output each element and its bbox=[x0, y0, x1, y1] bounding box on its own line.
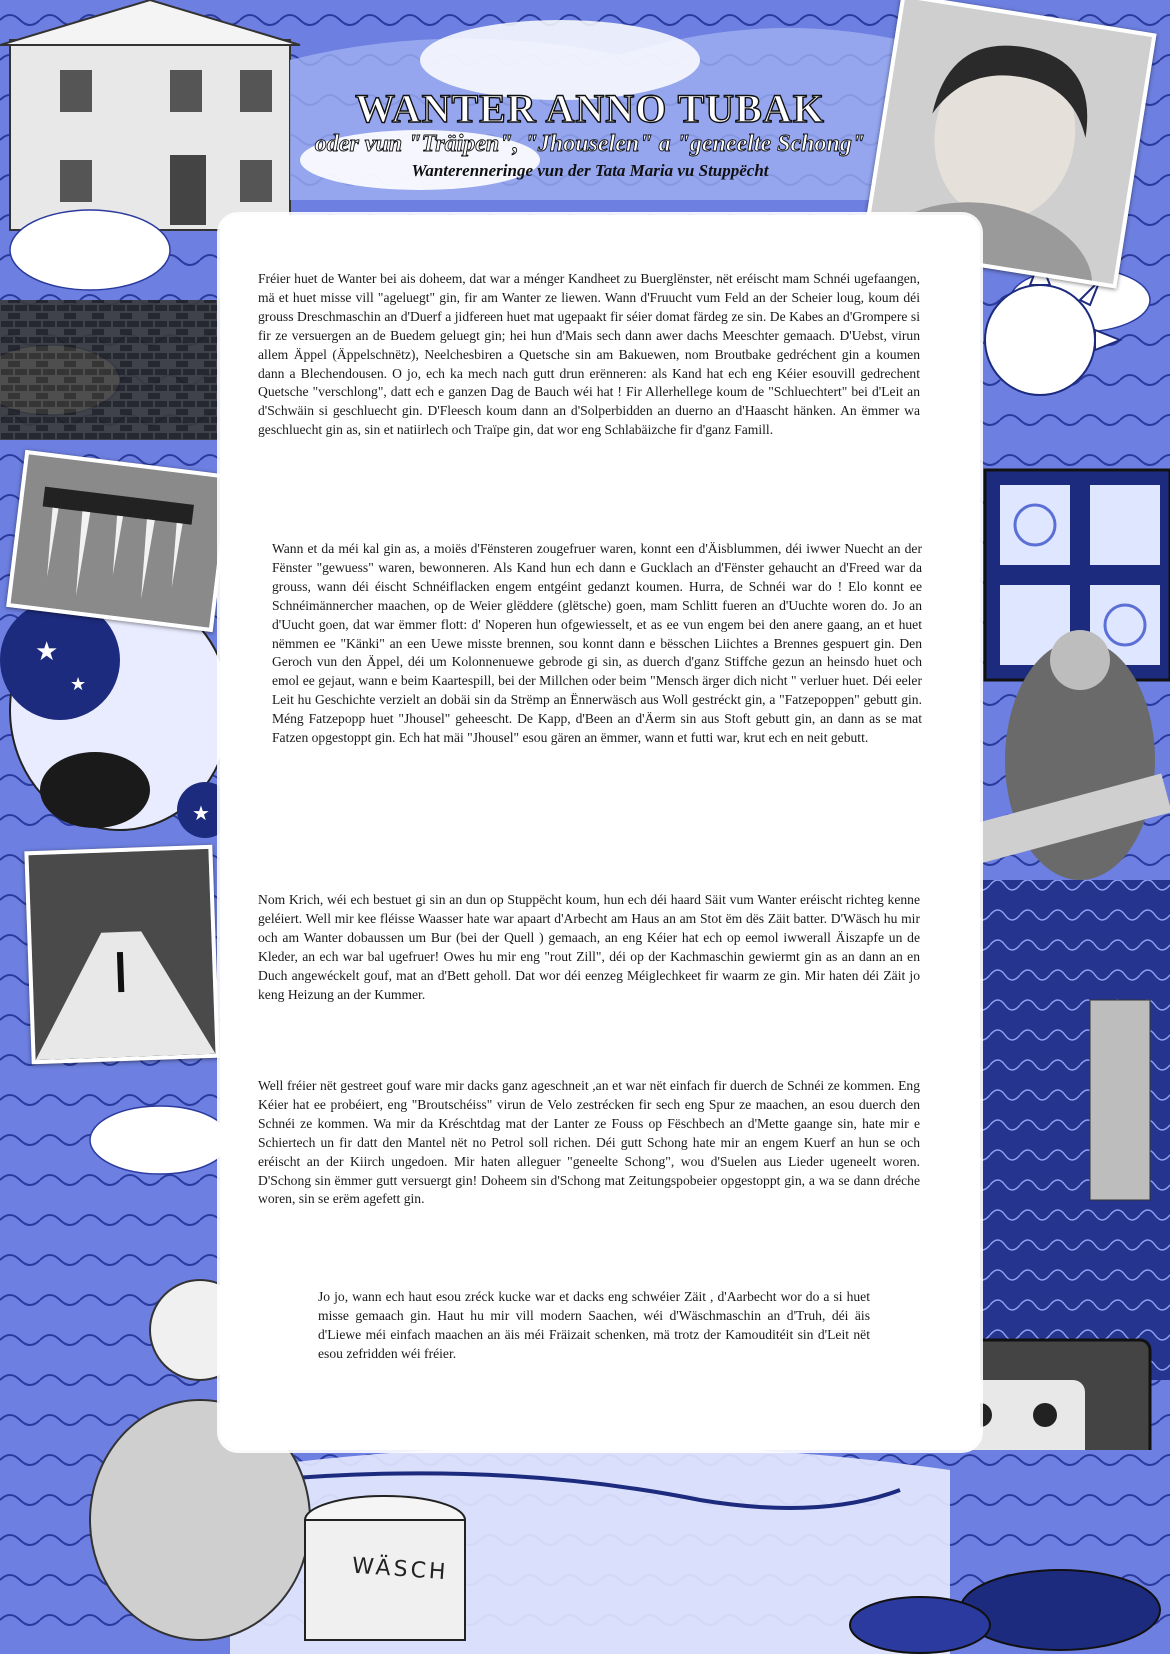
winter-photo-icicles bbox=[6, 450, 232, 632]
byline: Wanterenneringe vun der Tata Maria vu Stuppëcht bbox=[411, 161, 769, 180]
paragraph: Fréier huet de Wanter bei ais doheem, dat war a ménger Kandheet zu Buerglënster, nët eréischt mam Schnéi ugefaangen, mä et huet misse vill "ageluegt" gin, fir am Wanter ze liewen. Wann d'Fruucht vum Feld an der Scheier loug, koum déi grouss Dreschmaschin an d'Duerf a jidfereen huet mat ugepaakt fir séier domat färdeg ze sin. De Kabes an d'Grompere si fir ze versuergen an de Buedem geluegt gin; hei hun d'Mais sech dann awer dachs Meeschter gemaach. D'Uebst, virun allem Äppel (Äppelschnëtz), Neelchesbiren a Quetsche sin am Bakuewen, nom Broutbake gedréchent gin a koumen dann a Blechendousen. O jo, ech ka mech nach gutt drun erënneren: als Kand hat ech eng Kéier esouvill gedrechent Quetsche "verschlong", datt ech e ganzen Dag de Bauch wéi hat ! Fir Allerhellege koum de "Schluechtert" bei d'Leit an d'Schwäin si geschluecht gin. D'Fleesch koum dann an d'Solperbidden an duerno an d'Haascht hänken. An ëmmer wa geschluecht gin as, sin et natiirlech och Traïpe gin, dat wor eng Schlabäizche fir d'ganz Famill. bbox=[258, 271, 920, 438]
svg-text:★: ★ bbox=[192, 803, 210, 825]
wash-pot-label: WÄSCH bbox=[351, 1553, 450, 1586]
paragraph: Wann et da méi kal gin as, a moiës d'Fënsteren zougefruer waren, konnt een d'Äisblummen, déi iwwer Nuecht an der Fënster "gewuess" waren, bewonneren. Als Kand hun ech dann e Gucklach an d'Fënster gehaucht an d'Freed war da grouss, wann déi éischt Schnéiflacken engem entgéint gedanzt koumen. Hurra, de Schnéi war do ! Elo konnt ee Schnéimännercher maachen, op de Weier glëddere (glëtsche) goen, mam Schlitt fueren an d'Uuchte woren do. Jo an d'Uucht goen, dat war ëmmer flott: d' Noperen hun ofgewiesselt, et as ee vun engem bei den anere gaang, an et huet nëmmen ee "Känki" an een Uewe misste brennen, sou konnt dann e bësschen Liichtes a Brennes gespuert gin. Den Geroch vun den Äppel, déi um Kolonnenuewe gebrode gi sin, as duerch d'ganz Stiffche gezun an heinsdo huet och emol ee gejaut, wann e beim Kaartespill, bei der Millchen oder beim "Mensch ärger dich nicht " verluer huet. Déi eeler Leit hu Geschichte verzielt an dobäi sin da Strëmp an Ënnerwäsch aus Woll gestréckt gin, a "Fatzepoppen" gebutt gin. Méng Fatzepopp huet "Jhousel" geheescht. De Kapp, d'Been an d'Äerm sin aus Stoft gebutt gin, an dann as se mat Fatzen opgestoppt gin. Ech hat mäi "Jhousel" esou gären an ëmmer, wann et futti war, krut ech en neit gebutt. bbox=[272, 541, 922, 746]
winter-photo-snowy-road bbox=[24, 845, 219, 1064]
header bbox=[310, 86, 870, 182]
svg-text:★: ★ bbox=[35, 637, 59, 666]
paragraph: Jo jo, wann ech haut esou zréck kucke war et dacks eng schwéier Zäit , d'Aarbecht wor do a si huet misse gemaach gin. Haut hu mir vill modern Saachen, wéi d'Wäschmaschin an d'Truh, déi äis d'Liewe méi einfach maachen an äis méi Fräizait schenken, mä trotz der Kamouditéit sin d'Leit nët esou zefridden wéi fréier. bbox=[318, 1289, 870, 1361]
house-illustration bbox=[0, 0, 300, 230]
page-title: WANTER ANNO TUBAK bbox=[355, 86, 825, 131]
page-subtitle: oder vun "Träipen", "Jhouselen" a "geneelte Schong" bbox=[314, 131, 866, 157]
svg-text:★: ★ bbox=[70, 674, 87, 694]
paragraph: Well fréier nët gestreet gouf ware mir dacks ganz ageschneit ,an et war nët einfach fir duerch de Schnéi ze kommen. Eng Kéier hat ee probéiert, eng "Broutschéiss" virun de Velo zestrécken fir sech eng Spur ze maachen, an esou duerch den Schnéi ze kommen. Wa mir da Kréschtdag mat der Lanter ze Fouss op Fëschbech an d'Mette gaange sin, hate mir e Schiertech un fir datt den Mantel nët no Petrol soll richen. Déi gutt Schong hate mir an engem Kuerf an hun se och eréischt an der Kiirch ungedoen. Mir haten alleguer "geneelte Schong", wou d'Suelen aus Lieder ugeneelt woren. D'Schong sin ëmmer gutt versuergt gin! Doheem sin d'Schong mat Zeitungspobeier opgestoppt gin, a wa se dann dréche woren, sin se erëm agefett gin. bbox=[258, 1078, 920, 1207]
paragraph: Nom Krich, wéi ech bestuet gi sin an dun op Stuppëcht koum, hun ech déi haard Säit vum Wanter eréischt richteg kenne geléiert. Well mir kee fléisse Waasser hate war apaart d'Arbecht am Haus an am Stot ëm dës Zäit batter. D'Wäsch hu mir och am Wanter dobaussen um Bur (bei der Quell ) gemaach, an eng Kéier hat ech op eemol iwwerall Äiszapfe un de Kleder, an ech war bal ugefruer! Owes hu mir eng "rout Zill", déi op der Kachmaschin gewiermt gin as an dann an en Duch angewéckelt gouf, mat an d'Bett geholl. Dat wor déi eenzeg Méiglechkeet fir waarm ze gin. Mir haten déi Zäit jo keng Heizung an der Kummer. bbox=[258, 892, 920, 1002]
